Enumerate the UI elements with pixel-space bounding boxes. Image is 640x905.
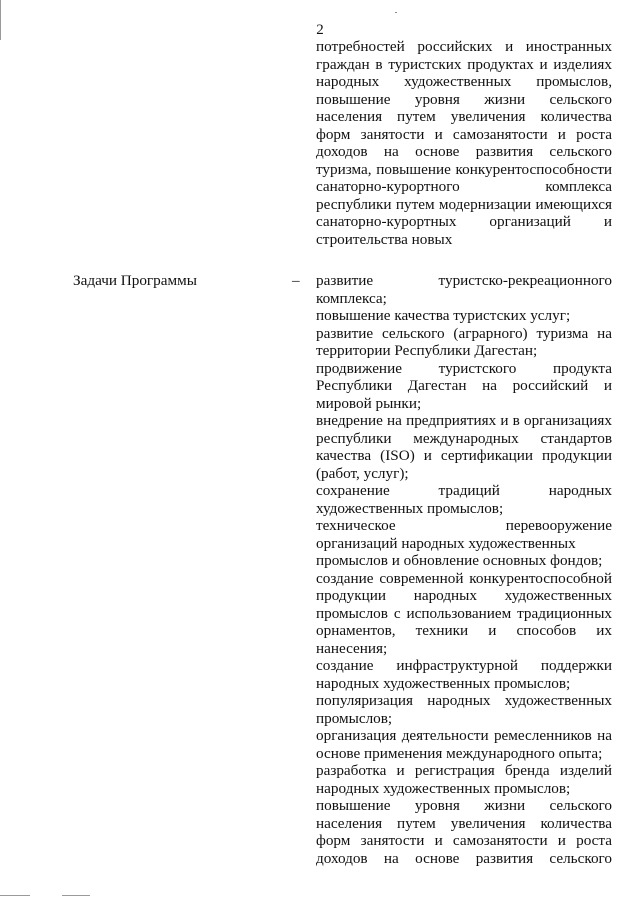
text-line: потребностей российских и иностранных <box>316 38 612 55</box>
text-line: популяризация народных художественных <box>316 692 612 709</box>
scan-speck <box>395 12 397 13</box>
text-line: комплекса; <box>316 289 387 307</box>
text-line: форм занятости и самозанятости и роста <box>316 832 612 849</box>
tasks-dash: – <box>292 272 300 289</box>
text-line: продукции народных художественных <box>316 587 612 604</box>
text-line: повышение качества туристских услуг; <box>316 307 571 324</box>
text-line: разработка и регистрация бренда изделий <box>316 762 612 779</box>
text-line: доходов на основе развития сельского <box>316 143 612 160</box>
text-line: доходов на основе развития сельского <box>316 849 612 867</box>
text-line: внедрение на предприятиях и в организациях <box>316 412 612 429</box>
text-line: туризма, повышение конкурентоспособности <box>316 160 612 178</box>
text-line: сохранение традиций народных <box>316 482 612 499</box>
text-line: повышение уровня жизни сельского <box>316 797 612 814</box>
text-line: организаций народных художественных <box>316 534 576 552</box>
page-number: 2 <box>316 22 324 38</box>
scan-mark-left-top <box>0 0 1 40</box>
text-line: санаторно-курортного комплекса <box>316 178 612 195</box>
text-line: строительства новых <box>316 230 453 248</box>
continuation-text <box>316 38 612 248</box>
tasks-label: Задачи Программы <box>73 272 197 289</box>
text-line: техническое перевооружение <box>316 517 612 534</box>
text-line: территории Республики Дагестан; <box>316 342 538 359</box>
text-line: санаторно-курортных организаций и <box>316 213 612 230</box>
text-line: создание инфраструктурной поддержки <box>316 657 612 674</box>
text-line: организация деятельности ремесленников на <box>316 727 612 744</box>
text-line: основе применения международного опыта; <box>316 744 603 762</box>
tasks-text <box>316 272 612 867</box>
text-line: форм занятости и самозанятости и роста <box>316 125 612 143</box>
text-line: орнаментов, техники и способов их <box>316 622 612 639</box>
text-line: народных художественных промыслов; <box>316 779 571 797</box>
text-line: промыслов; <box>316 709 393 727</box>
text-line: повышение уровня жизни сельского <box>316 90 612 108</box>
text-line: населения путем увеличения количества <box>316 108 612 125</box>
text-line: (работ, услуг); <box>316 464 409 482</box>
text-line: народных художественных промыслов, <box>316 73 612 90</box>
text-line: качества (ISO) и сертификации продукции <box>316 447 612 464</box>
text-line: республики международных стандартов <box>316 429 612 447</box>
text-line: продвижение туристского продукта <box>316 359 612 377</box>
text-line: развитие сельского (аграрного) туризма на <box>316 324 612 342</box>
text-line: народных художественных промыслов; <box>316 674 571 692</box>
text-line: Республики Дагестан на российский и <box>316 377 612 394</box>
scan-mark-left-bottom <box>0 895 30 896</box>
text-line: республики путем модернизации имеющихся <box>316 195 612 213</box>
text-line: мировой рынки; <box>316 394 422 412</box>
text-line: художественных промыслов; <box>316 499 504 517</box>
text-line: промыслов и обновление основных фондов; <box>316 552 603 569</box>
text-line: промыслов с использованием традиционных <box>316 604 612 622</box>
text-line: создание современной конкурентоспособной <box>316 569 612 587</box>
text-line: развитие туристско-рекреационного <box>316 272 612 289</box>
text-line: населения путем увеличения количества <box>316 814 612 832</box>
scan-mark-bottom <box>62 895 90 896</box>
text-line: нанесения; <box>316 639 388 657</box>
text-line: граждан в туристских продуктах и изделиях <box>316 55 612 73</box>
